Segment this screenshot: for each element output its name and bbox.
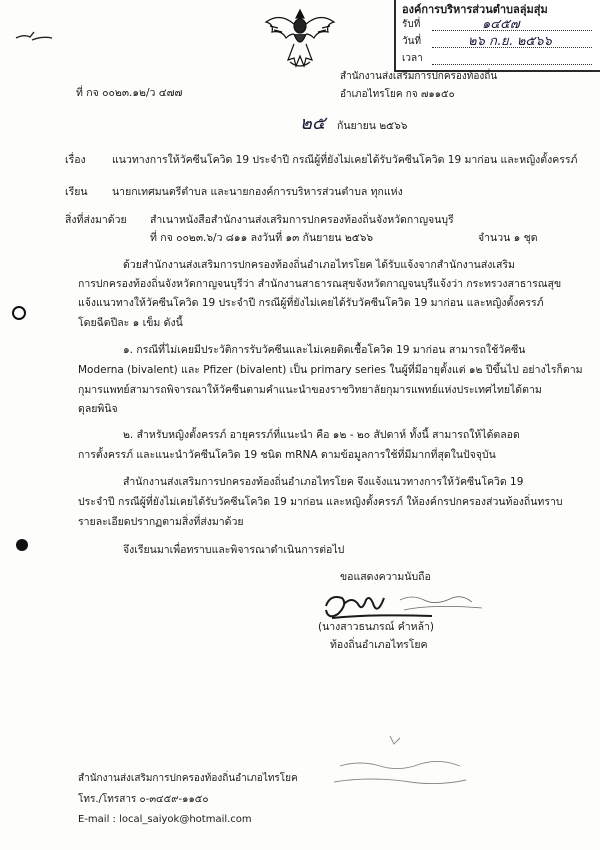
para2-line-1: ๑. กรณีที่ไม่เคยมีประวัติการรับวัคซีนและไม่เคยติดเชื้อโควิด 19 มาก่อน สามารถใช้วัคซีน: [123, 344, 526, 356]
punch-hole-bottom: [16, 539, 28, 551]
date-month-year: กันยายน ๒๕๖๖: [337, 120, 408, 132]
stamp-time-label: เวลา: [402, 53, 423, 64]
signer-name: (นางสาวธนภรณ์ คำหล้า): [318, 621, 434, 633]
closing-line: จึงเรียนมาเพื่อทราบและพิจารณาดำเนินการต่อไป: [123, 544, 345, 556]
date-day: ๒๕: [300, 113, 326, 134]
punch-hole-top: [12, 306, 26, 320]
para4-line-2: ประจำปี กรณีผู้ที่ยังไม่เคยได้รับวัคซีนโควิด 19 มาก่อน และหญิงตั้งครรภ์ ให้องค์กรปกครองส่วนท้องถิ่นทราบ: [78, 496, 563, 508]
subject-text: แนวทางการให้วัคซีนโควิด 19 ประจำปี กรณีผู้ที่ยังไม่เคยได้รับวัคซีนโควิด 19 มาก่อน และหญิงตั้งครรภ์: [112, 154, 578, 166]
stamp-date-value: ๒๖ ก.ย. ๒๕๖๖: [468, 34, 552, 49]
regards-text: ขอแสดงความนับถือ: [340, 571, 431, 583]
para1-line-1: ด้วยสำนักงานส่งเสริมการปกครองท้องถิ่นอำเภอไทรโยค ได้รับแจ้งจากสำนักงานส่งเสริม: [123, 259, 515, 271]
para1-line-4: โดยฉีดปีละ ๑ เข็ม ดังนี้: [78, 317, 183, 329]
para1-line-2: การปกครองท้องถิ่นจังหวัดกาญจนบุรีว่า สำนักงานสาธารณสุขจังหวัดกาญจนบุรีแจ้งว่า กระทรวงสาธารณสุข: [78, 278, 562, 290]
para3-line-2: การตั้งครรภ์ และแนะนำวัคซีนโควิด 19 ชนิด mRNA ตามข้อมูลการใช้ที่มีมากที่สุดในปัจจุบัน: [78, 449, 496, 461]
footer-phone: โทร./โทรสาร ๐-๓๔๕๙-๑๑๕๐: [78, 794, 209, 805]
stamp-date-label: วันที่: [402, 36, 422, 47]
para1-line-3: แจ้งแนวทางให้วัคซีนโควิด 19 ประจำปี กรณีผู้ที่ยังไม่เคยได้รับวัคซีนโควิด 19 มาก่อน และหญิงตั้งครรภ์: [78, 297, 544, 309]
enclosure-line-2: ที่ กจ ๐๐๒๓.๖/ว ๘๑๑ ลงวันที่ ๑๓ กันยายน ๒๕๖๖: [150, 232, 374, 244]
receiving-stamp: [394, 0, 600, 72]
stamp-received-label: รับที่: [402, 19, 421, 30]
checkmark-scribble: [14, 28, 54, 44]
enclosure-count: จำนวน ๑ ชุด: [478, 232, 538, 244]
issuer-line-2: อำเภอไทรโยค กจ ๗๑๑๕๐: [340, 89, 455, 100]
document-number: ที่ กจ ๐๐๒๓.๑๒/ว ๔๗๗: [76, 87, 183, 99]
stamp-received-no: ๑๔๕๗: [482, 17, 520, 32]
footer-email: E-mail : local_saiyok@hotmail.com: [78, 814, 252, 825]
para4-line-1: สำนักงานส่งเสริมการปกครองท้องถิ่นอำเภอไทรโยค จึงแจ้งแนวทางการให้วัคซีนโควิด 19: [123, 476, 524, 488]
handwritten-signature: [312, 584, 492, 624]
garuda-emblem-icon: [260, 4, 340, 74]
pencil-annotation: [320, 730, 470, 790]
stamp-org: องค์การบริหารส่วนตำบลลุ่มสุ่ม: [402, 3, 548, 16]
enclosure-line-1: สำเนาหนังสือสำนักงานส่งเสริมการปกครองท้องถิ่นจังหวัดกาญจนบุรี: [150, 214, 454, 226]
signer-position: ท้องถิ่นอำเภอไทรโยค: [330, 639, 428, 651]
issuer-line-1: สำนักงานส่งเสริมการปกครองท้องถิ่น: [340, 71, 498, 82]
para2-line-4: ดุลยพินิจ: [78, 403, 118, 415]
footer-office: สำนักงานส่งเสริมการปกครองท้องถิ่นอำเภอไทรโยค: [78, 773, 298, 784]
para4-line-3: รายละเอียดปรากฏตามสิ่งที่ส่งมาด้วย: [78, 516, 244, 528]
recipient-text: นายกเทศมนตรีตำบล และนายกองค์การบริหารส่วนตำบล ทุกแห่ง: [112, 186, 403, 198]
subject-label: เรื่อง: [65, 154, 86, 166]
recipient-label: เรียน: [65, 186, 88, 198]
para2-line-2: Moderna (bivalent) และ Pfizer (bivalent) เป็น primary series ในผู้ที่มีอายุตั้งแต่ ๑๒ ปีขึ้นไป อย่างไรก็ตาม: [78, 364, 583, 376]
enclosure-label: สิ่งที่ส่งมาด้วย: [65, 214, 127, 226]
para3-line-1: ๒. สำหรับหญิงตั้งครรภ์ อายุครรภ์ที่แนะนำ คือ ๑๒ - ๒๐ สัปดาห์ ทั้งนี้ สามารถให้ได้ตลอด: [123, 429, 520, 441]
para2-line-3: กุมารแพทย์สามารถพิจารณาให้วัคซีนตามคำแนะนำของราชวิทยาลัยกุมารแพทย์แห่งประเทศไทยได้ตาม: [78, 384, 542, 396]
